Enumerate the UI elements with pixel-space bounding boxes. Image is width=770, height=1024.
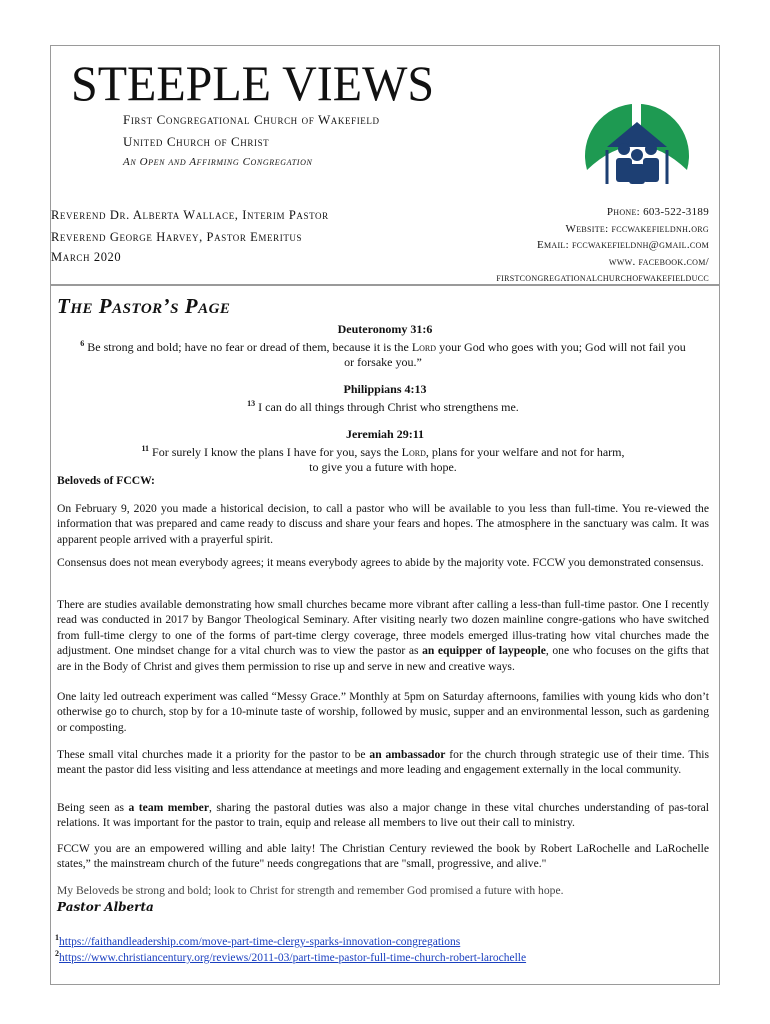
verse-number: 13 <box>247 399 256 408</box>
verse-number: 6 <box>80 339 85 348</box>
footnote-2 <box>55 949 527 964</box>
text: There are studies available demonstrating how small churches became more vibrant after calling a less-than full-time pastor. One I recently read was conducted in 2017 by Bangor Theological Seminary. After visiting nearly two dozen mainline congre-gations who have switched from full-time clergy to one of the forms of part-time clergy coverage, three models emerged illus-trating how vital churches made the adjustment. One mindset change for a vital church was to view the pastor as <box>57 598 709 658</box>
verse-text: For surely I know the plans I have for you, says the <box>152 445 399 459</box>
scripture-verse-3 <box>57 445 709 475</box>
verse-text: to give you a future with hope. <box>309 460 457 474</box>
emphasis: an ambassador <box>369 748 446 761</box>
verse-text: Be strong and bold; have no fear or dread of them, because it is the <box>87 340 409 354</box>
emphasis: an equipper of laypeople <box>422 644 546 658</box>
denomination: United Church of Christ <box>123 134 270 149</box>
paragraph-8: My Beloveds be strong and bold; look to Christ for strength and remember God promised a future with hope. <box>57 884 564 897</box>
text: for the church through strategic use of their time. This meant the pastor did less visiting and less attendance at meetings and more leading and engagement externally in the local community. <box>57 748 709 777</box>
interim-pastor: Reverend Dr. Alberta Wallace, Interim Pastor <box>51 208 329 222</box>
scripture-ref-3: Jeremiah 29:11 <box>345 427 425 441</box>
facebook-line1[interactable]: www. facebook.com/ <box>608 256 709 268</box>
verse-lord: Lord <box>401 445 426 459</box>
paragraph-1: On February 9, 2020 you made a historical decision, to call a pastor who will be available to you less than full-time. You re-viewed the information that was prepared and came ready to discuss and share your fears and hopes. The atmosphere in the sanctuary was calm. It was apparent people arrived with a prayerful spirit. <box>57 502 709 546</box>
signature: Pastor Alberta <box>57 900 154 914</box>
verse-text: I can do all things through Christ who strengthens me. <box>258 400 519 414</box>
scripture-verse-1 <box>57 340 709 370</box>
facebook-line2[interactable]: firstcongregationalchurchofwakefielducc <box>496 272 709 284</box>
scripture-ref-1: Deuteronomy 31:6 <box>337 322 433 336</box>
text: , one who focuses on the gifts that are in the Body of Christ and gives them permission to rise up and serve in new and creative ways. <box>57 644 709 673</box>
paragraph-2: Consensus does not mean everybody agrees; it means everybody agrees to abide by the majority vote. FCCW you demonstrated consensus. <box>57 556 704 569</box>
footnote-number: 1 <box>55 933 59 943</box>
verse-number: 11 <box>141 444 150 453</box>
email[interactable]: Email: fccwakefieldnh@gmail.com <box>536 239 709 251</box>
verse-text: or forsake you.” <box>344 355 422 369</box>
greeting: Beloveds of FCCW: <box>57 474 155 487</box>
pastors-page <box>50 285 720 985</box>
footnote-1 <box>55 933 461 948</box>
text: , sharing the pastoral duties was also a major change in these vital churches understanding of pas-toral relations. It was important for the pastor to train, equip and release all members to live out their call to ministry. <box>57 801 710 830</box>
scripture-ref-2: Philippians 4:13 <box>343 382 427 396</box>
footnote-number: 2 <box>55 949 59 959</box>
issue-date: March 2020 <box>51 250 122 264</box>
verse-text: , plans for your welfare and not for harm, <box>425 445 625 459</box>
newsletter-title: STEEPLE VIEWS <box>71 55 435 111</box>
text: Being seen as <box>57 801 124 814</box>
church-name: First Congregational Church of Wakefield <box>123 112 380 127</box>
church-logo-icon <box>567 52 707 192</box>
paragraph-7: FCCW you are an empowered willing and able laity! The Christian Century reviewed the book by Robert LaRochelle and LaRochelle states,” the mainstream church of the future" needs congregations that are "small, progressive, and alive." <box>57 842 709 871</box>
paragraph-4: One laity led outreach experiment was called “Messy Grace.” Monthly at 5pm on Saturday afternoons, families with young kids who don’t otherwise go to church, stop by for a 10-minute taste of worship, followed by music, supper and an environmental lesson, such as gardening or composting. <box>57 690 709 734</box>
phone: Phone: 603-522-3189 <box>606 206 709 218</box>
verse-text: your God who goes with you; God will not fail you <box>439 340 686 354</box>
paragraph-6 <box>57 800 709 831</box>
scripture-verse-2 <box>57 400 709 415</box>
text: These small vital churches made it a priority for the pastor to be <box>57 748 366 761</box>
emphasis: a team member <box>128 801 209 814</box>
footnote-link-1[interactable]: https://faithandleadership.com/move-part-time-clergy-sparks-innovation-congregations <box>59 936 461 948</box>
website[interactable]: Website: fccwakefieldnh.org <box>565 223 709 235</box>
footnote-link-2[interactable]: https://www.christiancentury.org/reviews/2011-03/part-time-pastor-full-time-church-robert-larochelle <box>59 952 527 964</box>
verse-lord: Lord <box>411 340 437 354</box>
pastor-emeritus: Reverend George Harvey, Pastor Emeritus <box>51 230 303 244</box>
tagline: An Open and Affirming Congregation <box>123 156 313 168</box>
paragraph-5 <box>57 747 709 778</box>
section-title: The Pastor’s Page <box>57 294 231 318</box>
paragraph-3 <box>57 597 709 674</box>
newsletter-header <box>50 45 720 285</box>
